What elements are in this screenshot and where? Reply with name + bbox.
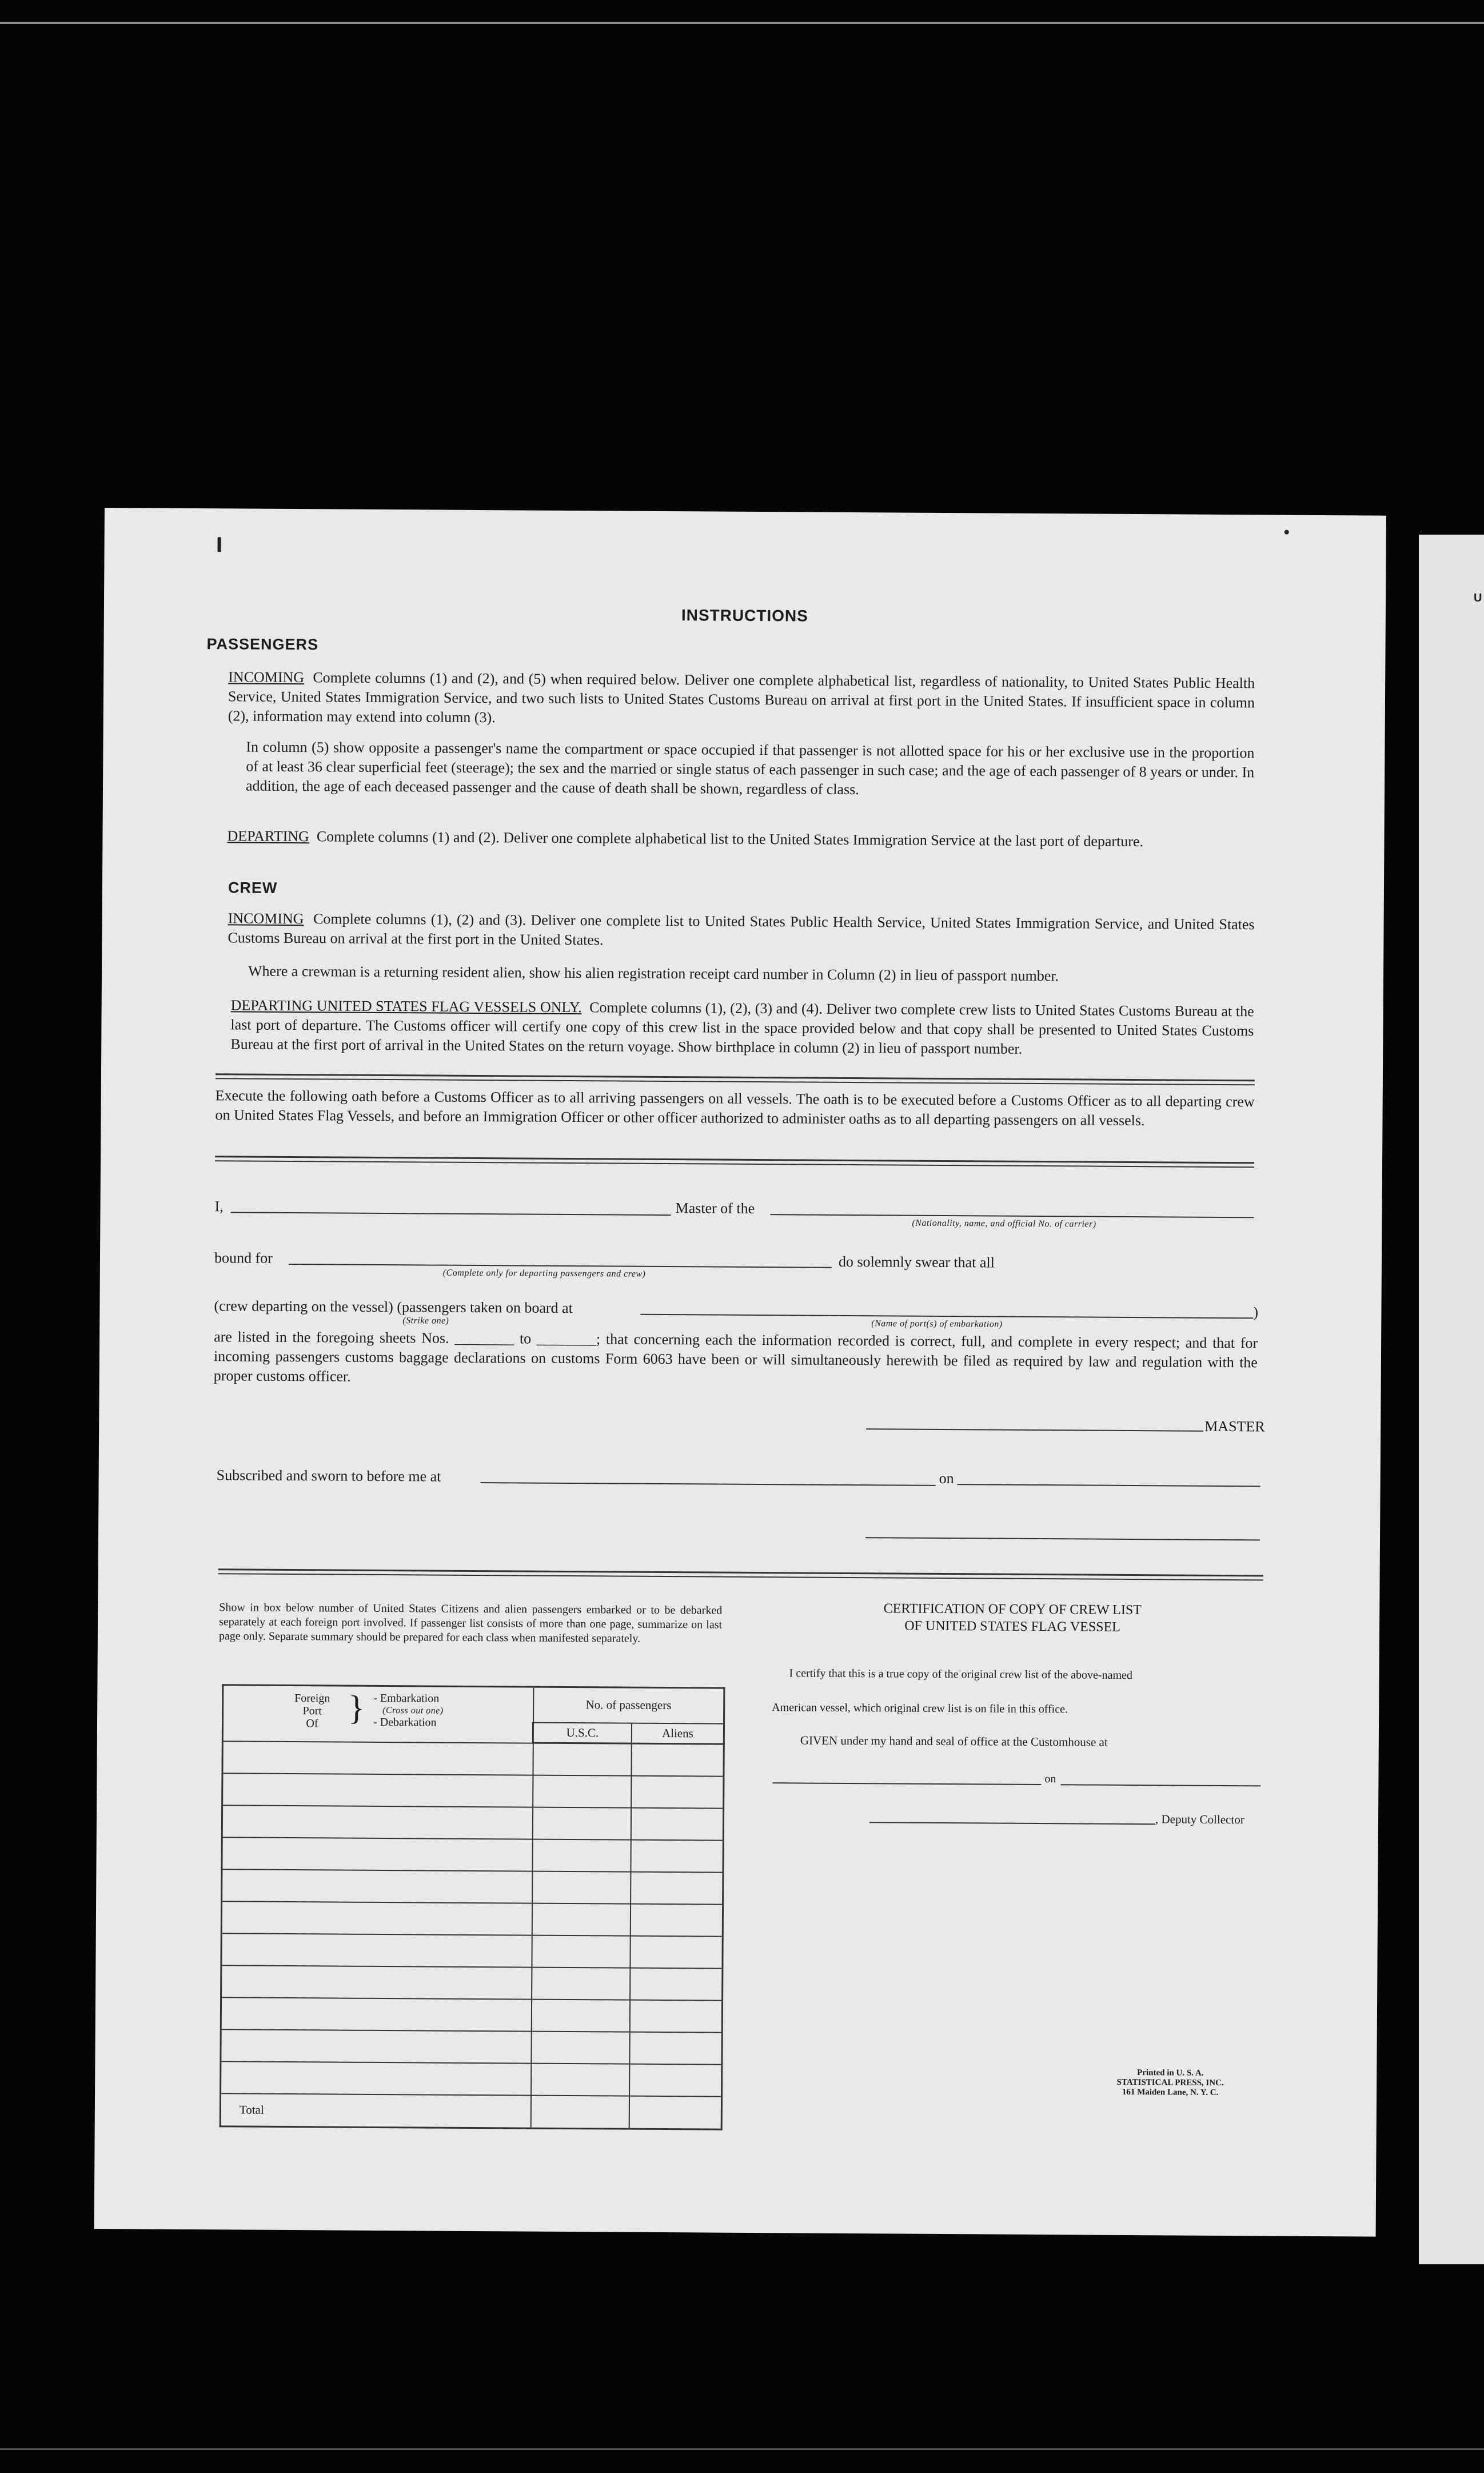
crew-incoming-paragraph bbox=[228, 909, 1254, 954]
bound-for-field[interactable] bbox=[289, 1264, 832, 1268]
usc-cell[interactable] bbox=[531, 2031, 630, 2064]
aliens-cell[interactable] bbox=[631, 1839, 723, 1872]
summary-table-row bbox=[222, 1805, 723, 1840]
port-cell[interactable] bbox=[221, 2061, 531, 2095]
crew-departing-text: Complete columns (1), (2), (3) and (4). Deliver two complete crew lists to United States Customs Bureau at the last port of departure. The Customs officer will certify one copy of this crew list in the space provided below and that copy shall be presented to United States Customs Bureau at the first port of arrival in the United States on the return voyage. Show birthplace in column (2) in lieu of passport number. bbox=[230, 999, 1254, 1057]
passengers-incoming-label: INCOMING bbox=[228, 668, 305, 686]
port-cell[interactable] bbox=[222, 1805, 532, 1839]
brace-icon: } bbox=[348, 1689, 365, 1727]
oath-body: are listed in the foregoing sheets Nos. ________ to ________; that concerning each the information recorded is correct, full, and complete in every respect; and that for incoming passengers customs baggage declarations on customs Form 6063 have been or will simultaneously herewith be filed as required by law and regulation with the proper customs officer. bbox=[213, 1328, 1258, 1385]
port-cell[interactable] bbox=[222, 1837, 532, 1871]
total-aliens-cell[interactable] bbox=[629, 2096, 722, 2129]
aliens-cell[interactable] bbox=[631, 1903, 723, 1936]
sworn-on-label: on bbox=[939, 1470, 954, 1487]
certify-line-1: I certify that this is a true copy of the original crew list of the above-named bbox=[789, 1667, 1132, 1682]
embarkation-option[interactable]: - Embarkation bbox=[373, 1691, 440, 1705]
swear-label: do solemnly swear that all bbox=[838, 1253, 995, 1271]
summary-table-row bbox=[221, 2029, 722, 2064]
summary-instructions: Show in box below number of United States Citizens and alien passengers embarked or to be debarked separately at each foreign port involved. If passenger list consists of more than one page, summarize on last page only. Separate summary should be prepared for each class when manifested separately. bbox=[218, 1601, 723, 1645]
master-label: MASTER bbox=[1204, 1417, 1265, 1435]
close-paren: ) bbox=[1253, 1304, 1259, 1321]
bound-for-label: bound for bbox=[214, 1249, 273, 1267]
passengers-departing-paragraph bbox=[227, 826, 1254, 852]
summary-total-row bbox=[220, 2093, 721, 2129]
port-cell[interactable] bbox=[221, 1965, 532, 1999]
aliens-cell[interactable] bbox=[630, 1968, 723, 2000]
port-cell[interactable] bbox=[221, 1997, 531, 2031]
port-label: Port bbox=[302, 1705, 322, 1718]
scan-speck bbox=[1284, 530, 1289, 535]
passengers-departing-text: Complete columns (1) and (2). Deliver one complete alphabetical list to the United States Immigration Service at the last port of departure. bbox=[316, 828, 1144, 850]
summary-table-row bbox=[222, 1741, 724, 1776]
usc-cell[interactable] bbox=[532, 1903, 631, 1936]
crew-or-passengers-choice[interactable]: (crew departing on the vessel) (passengers taken on board at bbox=[214, 1297, 573, 1317]
oath-i-label: I, bbox=[214, 1198, 224, 1215]
usc-cell[interactable] bbox=[532, 1935, 631, 1968]
film-edge-bottom bbox=[0, 2448, 1484, 2450]
port-cell[interactable] bbox=[221, 2029, 531, 2063]
summary-table-row bbox=[221, 2061, 722, 2096]
aliens-cell[interactable] bbox=[629, 2032, 722, 2064]
aliens-cell[interactable] bbox=[631, 1743, 724, 1776]
port-cell[interactable] bbox=[222, 1741, 533, 1775]
passengers-incoming-paragraph bbox=[228, 667, 1255, 732]
no-of-passengers-header: No. of passengers bbox=[533, 1687, 724, 1723]
usc-cell[interactable] bbox=[533, 1775, 632, 1807]
foreign-label: Foreign bbox=[294, 1692, 330, 1705]
printer-line-1: Printed in U. S. A. bbox=[1137, 2068, 1204, 2078]
adjacent-sheet-edge bbox=[1419, 535, 1484, 2264]
officer-signature-field[interactable] bbox=[865, 1537, 1260, 1540]
total-usc-cell[interactable] bbox=[530, 2095, 629, 2129]
crew-incoming-text: Complete columns (1), (2) and (3). Deliver one complete list to United States Public Health Service, United States Immigration Service, and United States Customs Bureau on arrival at the first port in the United States. bbox=[228, 910, 1255, 949]
carrier-field[interactable] bbox=[770, 1214, 1254, 1218]
embarkation-ports-field[interactable] bbox=[640, 1314, 1253, 1319]
form-page bbox=[94, 508, 1386, 2237]
summary-table-row bbox=[222, 1773, 724, 1808]
passengers-departing-label: DEPARTING bbox=[227, 827, 309, 845]
certification-title-line2: OF UNITED STATES FLAG VESSEL bbox=[904, 1618, 1120, 1635]
divider-rule bbox=[215, 1156, 1254, 1164]
printer-line-2: STATISTICAL PRESS, INC. bbox=[1116, 2077, 1224, 2088]
crew-heading: CREW bbox=[228, 879, 278, 897]
passengers-column5-paragraph: In column (5) show opposite a passenger's name the compartment or space occupied if that passenger is not allotted space for his or her exclusive use in the proportion of at least 36 clear superficial feet (steerage); the sex and the married or single status of each passenger in such case; and the age of each passenger of 8 years or under. In addition, the age of each deceased passenger and the cause of death shall be shown, regardless of class. bbox=[245, 738, 1255, 798]
certification-on-label: on bbox=[1044, 1773, 1056, 1786]
usc-cell[interactable] bbox=[532, 1807, 631, 1839]
aliens-header: Aliens bbox=[632, 1723, 724, 1744]
passenger-summary-table bbox=[220, 1684, 725, 2124]
summary-table-row bbox=[222, 1869, 723, 1904]
given-under-hand: GIVEN under my hand and seal of office at the Customhouse at bbox=[800, 1733, 1108, 1749]
usc-cell[interactable] bbox=[531, 1999, 630, 2032]
deputy-collector-label: , Deputy Collector bbox=[1155, 1812, 1244, 1827]
crew-alien-paragraph: Where a crewman is a returning resident alien, show his alien registration receipt card number in Column (2) in lieu of passport number. bbox=[248, 962, 1059, 985]
aliens-cell[interactable] bbox=[631, 1807, 724, 1840]
passengers-heading: PASSENGERS bbox=[206, 635, 319, 654]
foreign-port-header bbox=[222, 1685, 533, 1743]
passengers-incoming-text: Complete columns (1) and (2), and (5) when required below. Deliver one complete alphabetical list, regardless of nationality, to United States Public Health Service, United States Immigration Service, and two such lists to United States Customs Bureau on arrival at first port in the United States. If insufficient space in column (2), information may extend into column (3). bbox=[228, 669, 1255, 726]
total-label: Total bbox=[220, 2093, 530, 2128]
subscribed-label: Subscribed and sworn to before me at bbox=[216, 1467, 441, 1485]
divider-rule bbox=[216, 1073, 1255, 1081]
film-edge-top bbox=[0, 22, 1484, 24]
scan-speck bbox=[218, 537, 221, 552]
deputy-signature-field[interactable] bbox=[869, 1822, 1155, 1825]
bound-for-caption: (Complete only for departing passengers and crew) bbox=[442, 1268, 646, 1279]
certification-title bbox=[767, 1599, 1258, 1636]
aliens-cell[interactable] bbox=[630, 1936, 723, 1968]
usc-cell[interactable] bbox=[532, 1967, 631, 2000]
usc-cell[interactable] bbox=[532, 1871, 631, 1903]
summary-table-row bbox=[221, 1933, 723, 1968]
usc-cell[interactable] bbox=[532, 1839, 631, 1871]
port-cell[interactable] bbox=[221, 1901, 532, 1935]
usc-cell[interactable] bbox=[531, 2063, 630, 2096]
master-of-label: Master of the bbox=[675, 1200, 755, 1217]
embarkation-caption: (Name of port(s) of embarkation) bbox=[871, 1319, 1003, 1329]
crew-departing-paragraph bbox=[230, 995, 1254, 1060]
page-title: INSTRUCTIONS bbox=[681, 606, 808, 625]
master-name-field[interactable] bbox=[230, 1212, 671, 1216]
certification-date-field[interactable] bbox=[1060, 1784, 1260, 1786]
master-signature-field[interactable] bbox=[866, 1428, 1203, 1432]
crew-incoming-label: INCOMING bbox=[228, 910, 304, 927]
printer-line-3: 161 Maiden Lane, N. Y. C. bbox=[1122, 2087, 1219, 2097]
certification-title-line1: CERTIFICATION OF COPY OF CREW LIST bbox=[883, 1601, 1142, 1618]
of-label: Of bbox=[306, 1717, 318, 1730]
aliens-cell[interactable] bbox=[630, 2000, 723, 2032]
adjacent-sheet-fragment: U bbox=[1474, 592, 1482, 604]
oath-instructions: Execute the following oath before a Customs Officer as to all arriving passengers on all vessels. The oath is to be executed before a Customs Officer as to all departing crew on United States Flag Vessels, and before an Immigration Officer or other officer authorized to administer oaths as to all departing passengers on all vessels. bbox=[215, 1087, 1255, 1129]
summary-table-row bbox=[222, 1837, 723, 1872]
sworn-date-field[interactable] bbox=[958, 1484, 1260, 1487]
customhouse-field[interactable] bbox=[772, 1782, 1041, 1785]
usc-cell[interactable] bbox=[533, 1743, 632, 1775]
summary-table-row bbox=[221, 1901, 723, 1936]
strike-one-caption: (Strike one) bbox=[402, 1316, 449, 1326]
debarkation-option[interactable]: - Debarkation bbox=[373, 1715, 437, 1729]
summary-table-row bbox=[221, 1997, 722, 2032]
certify-line-2: American vessel, which original crew list is on file in this office. bbox=[772, 1701, 1068, 1716]
cross-out-caption: (Cross out one) bbox=[382, 1706, 444, 1716]
carrier-caption: (Nationality, name, and official No. of carrier) bbox=[912, 1218, 1096, 1229]
port-cell[interactable] bbox=[222, 1869, 532, 1903]
aliens-cell[interactable] bbox=[629, 2064, 722, 2096]
port-cell[interactable] bbox=[221, 1933, 532, 1967]
usc-header: U.S.C. bbox=[533, 1722, 632, 1743]
sworn-at-field[interactable] bbox=[481, 1482, 936, 1486]
port-cell[interactable] bbox=[222, 1773, 533, 1807]
divider-rule bbox=[218, 1568, 1263, 1576]
printer-imprint bbox=[1078, 2068, 1262, 2098]
aliens-cell[interactable] bbox=[631, 1871, 723, 1904]
summary-table-row bbox=[221, 1965, 723, 2000]
crew-departing-label: DEPARTING UNITED STATES FLAG VESSELS ONLY. bbox=[230, 997, 582, 1016]
aliens-cell[interactable] bbox=[631, 1775, 724, 1808]
